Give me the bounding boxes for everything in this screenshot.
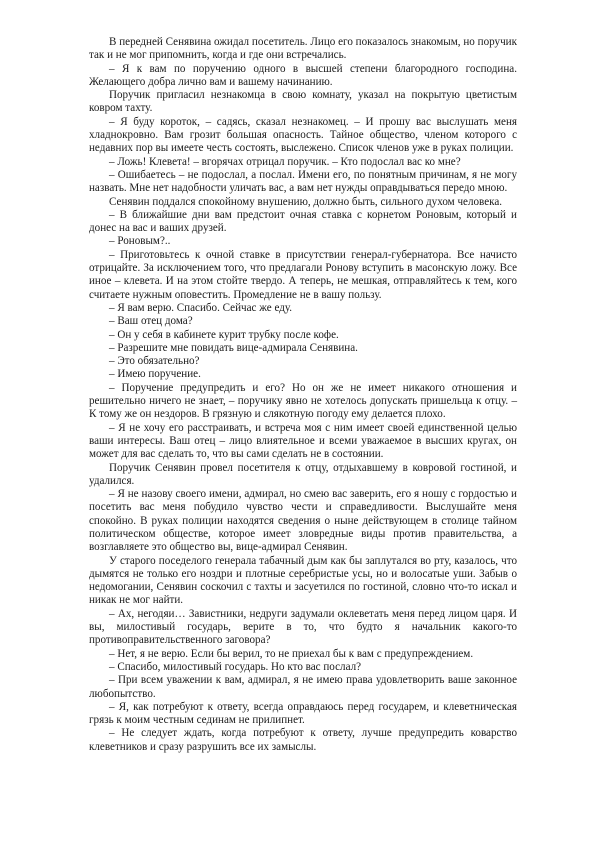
paragraph: – Ваш отец дома? <box>109 315 193 328</box>
paragraph: – Я вам верю. Спасибо. Сейчас же еду. <box>109 301 293 314</box>
paragraph: – При всем уважении к вам, адмирал, я не имею права удовлетворить ваше законное любопытство. <box>89 674 517 700</box>
paragraph: Поручик Сенявин провел посетителя к отцу, отдыхавшему в ковровой гостиной, и удалился. <box>89 461 517 487</box>
paragraph: У старого поседелого генерала табачный дым как бы заплутался во рту, казалось, что дымятся не только его ноздри и плотные серебристые усы, но и волосатые уши. Забыв о недомогании, Сенявин соскочил с тахты и засуетился по гостиной, словно что-то искал и никак не мог найти. <box>89 554 517 607</box>
paragraph: – Я не хочу его расстраивать, и встреча моя с ним имеет своей единственной целью ваши интересы. Ваш отец – лицо влиятельное и всеми уважаемое в высших кругах, он может для вас сделать то, что вы сами сделать не в состоянии. <box>89 421 517 461</box>
paragraph: – Ложь! Клевета! – вгорячах отрицал поручик. – Кто подослал вас ко мне? <box>109 155 461 168</box>
paragraph: – Я буду короток, – садясь, сказал незнакомец. – И прошу вас выслушать меня хладнокровно. Вам грозит большая опасность. Тайное общество, членом которого с недавних пор вы имеете честь состоять, выслежено. Список членов уже в руках полиции. <box>89 115 517 155</box>
paragraph: Сенявин поддался спокойному внушению, должно быть, сильного духом человека. <box>109 195 503 208</box>
paragraph: Поручик пригласил незнакомца в свою комнату, указал на покрытую цветистым ковром тахту. <box>89 89 517 115</box>
paragraph: – Это обязательно? <box>109 355 200 368</box>
paragraph: – Ошибаетесь – не подослал, а послал. Имени его, по понятным причинам, я не могу назвать. Мне нет надобности уличать вас, а вам нет нужды оправдываться передо мною. <box>89 168 517 195</box>
paragraph: – Разрешите мне повидать вице-адмирала Сенявина. <box>109 341 358 354</box>
paragraph: – Спасибо, милостивый государь. Но кто вас послал? <box>109 660 362 673</box>
paragraph: – Роновым?.. <box>109 235 171 248</box>
paragraph: В передней Сенявина ожидал посетитель. Лицо его показалось знакомым, но поручик так и не мог припомнить, когда и где они встречались. <box>89 36 517 62</box>
paragraph: – Он у себя в кабинете курит трубку после кофе. <box>109 328 339 341</box>
paragraph: – Не следует ждать, когда потребуют к ответу, лучше предупредить коварство клеветников и сразу разрушить все их замыслы. <box>89 727 517 753</box>
paragraph: – Я не назову своего имени, адмирал, но смею вас заверить, его я ношу с гордостью и посетить вас меня побудило чувство чести и справедливости. Выслушайте меня спокойно. В руках полиции находятся сведения о ныне действующем в столице тайном политическом обществе, которое имеет зловредные виды против правительства, а возглавляете это общество вы, вице-адмирал Сенявин. <box>89 488 517 554</box>
paragraph: – Я, как потребуют к ответу, всегда оправдаюсь перед государем, и клеветническая грязь к моим честным сединам не прилипнет. <box>89 700 517 727</box>
paragraph: – Приготовьтесь к очной ставке в присутствии генерал-губернатора. Все начисто отрицайте. За исключением того, что предлагали Ронову вступить в масонскую ложу. Все иное – клевета. И на этом стойте твердо. А теперь, не мешкая, отправляйтесь к тем, кого считаете нужным оповестить. Промедление не в вашу пользу. <box>89 248 517 301</box>
paragraph: – Поручение предупредить и его? Но он же не имеет никакого отношения и решительно ничего не знает, – поручику явно не хотелось допускать пришельца к отцу. – К тому же он нездоров. В грязную и слякотную погоду ему делается плохо. <box>89 381 517 421</box>
paragraph: – Имею поручение. <box>109 368 201 381</box>
document-page <box>89 36 517 754</box>
paragraph: – Нет, я не верю. Если бы верил, то не приехал бы к вам с предупреждением. <box>109 647 474 660</box>
paragraph: – Я к вам по поручению одного в высшей степени благородного господина. Желающего добра лично вам и вашему начинанию. <box>89 62 517 88</box>
paragraph: – В ближайшие дни вам предстоит очная ставка с корнетом Роновым, который и донес на вас и ваших друзей. <box>89 208 517 235</box>
paragraph: – Ах, негодяи… Завистники, недруги задумали оклеветать меня перед лицом царя. И вы, милостивый государь, верите в то, что будто я начальник какого-то противоправительственного заговора? <box>89 607 517 647</box>
